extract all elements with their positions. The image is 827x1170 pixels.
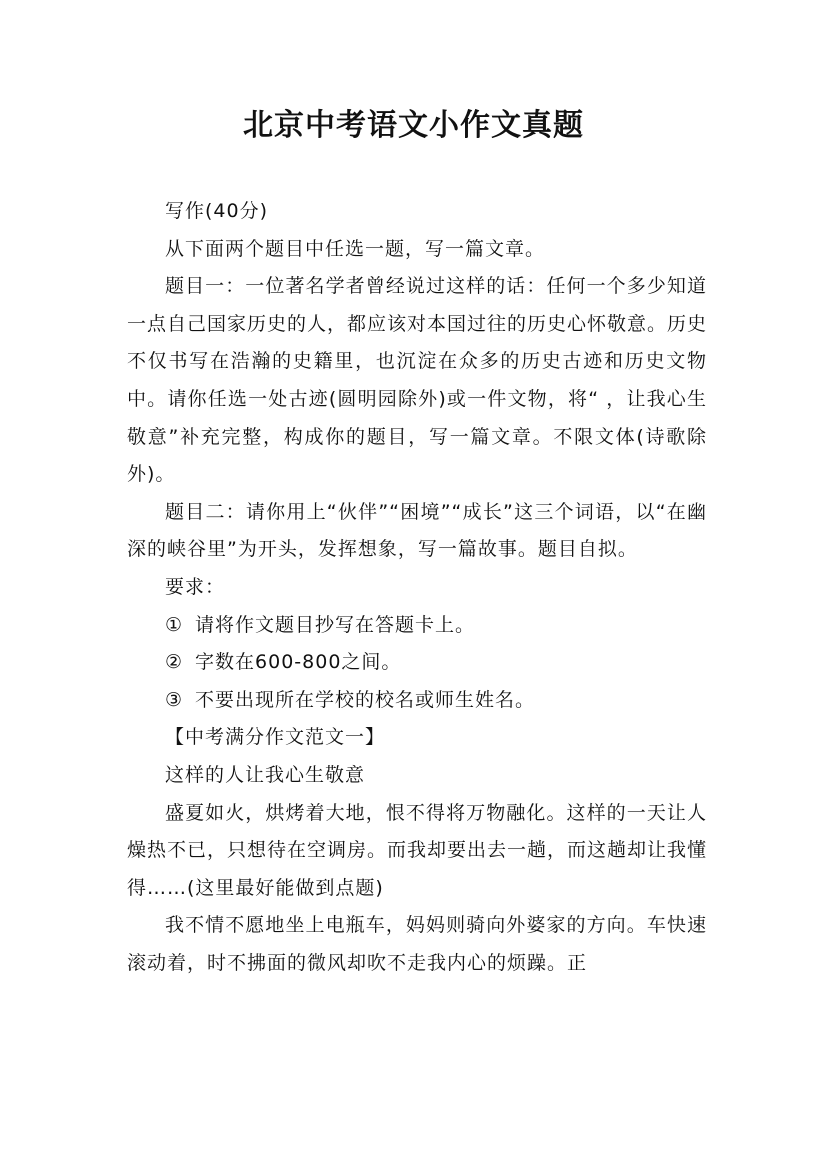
paragraph-topic-two: 题目二：请你用上“伙伴”“困境”“成长”这三个词语，以“在幽深的峡谷里”为开头，发挥想象，写一篇故事。题目自拟。 <box>127 500 707 561</box>
requirement-number: ③ <box>165 688 184 711</box>
paragraph-essay-title: 这样的人让我心生敬意 <box>165 763 366 786</box>
requirement-item <box>127 682 707 720</box>
paragraph-writing-heading: 写作(40分) <box>165 200 269 222</box>
paragraph-essay-body: 盛夏如火，烘烤着大地，恨不得将万物融化。这样的一天让人燥热不已，只想待在空调房。而我却要出去一趟，而这趟却让我懂得……(这里最好能做到点题) <box>127 801 708 899</box>
requirement-text: 字数在600-800之间。 <box>195 651 402 674</box>
document-title: 北京中考语文小作文真题 <box>243 108 584 143</box>
requirement-text: 不要出现所在学校的校名或师生姓名。 <box>195 688 536 711</box>
requirement-item <box>127 607 707 645</box>
requirement-number: ① <box>165 613 184 636</box>
requirement-item <box>127 644 707 682</box>
document-body <box>127 193 707 982</box>
paragraph-requirements-heading: 要求： <box>165 575 226 598</box>
paragraph-topic-one: 题目一：一位著名学者曾经说过这样的话：任何一个多少知道一点自己国家历史的人，都应该对本国过往的历史心怀敬意。历史不仅书写在浩瀚的史籍里，也沉淀在众多的历史古迹和历史文物中。请你任选一处古迹(圆明园除外)或一件文物，将“ ，让我心生敬意”补充完整，构成你的题目，写一篇文章。不限文体(诗歌除外)。 <box>127 275 708 486</box>
requirement-text: 请将作文题目抄写在答题卡上。 <box>195 613 476 636</box>
paragraph-sample-essay-heading: 【中考满分作文范文一】 <box>165 726 386 749</box>
paragraph-instruction: 从下面两个题目中任选一题，写一篇文章。 <box>165 237 546 260</box>
paragraph-essay-body: 我不情不愿地坐上电瓶车，妈妈则骑向外婆家的方向。车快速滚动着，时不拂面的微风却吹不走我内心的烦躁。正 <box>127 914 707 974</box>
requirement-number: ② <box>165 651 184 674</box>
